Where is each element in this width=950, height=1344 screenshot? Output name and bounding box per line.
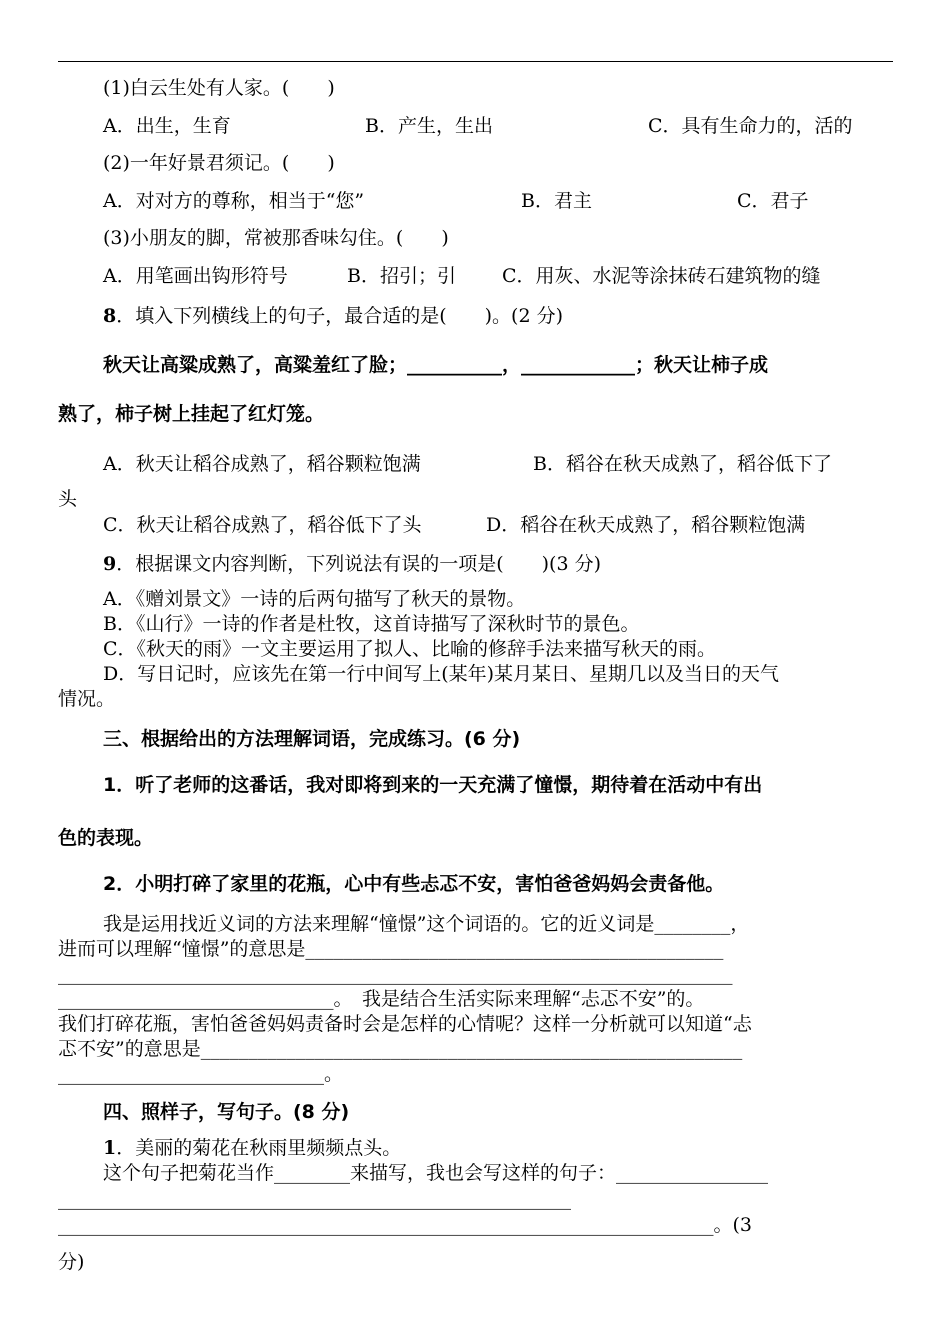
q7-sub2-option-c: C．君子 <box>737 190 809 212</box>
section-4-title: 四、照样子，写句子。(8 分) <box>103 1101 350 1123</box>
q9-stem-text: ．根据课文内容判断，下列说法有误的一项是( )(3 分) <box>116 553 602 575</box>
sec4-item1-number: 1 <box>103 1137 117 1159</box>
sec3-answer-line5: 我们打碎花瓶，害怕爸爸妈妈责备时会是怎样的心情呢？这样一分析就可以知道“忐 <box>58 1013 752 1035</box>
q9-option-a: A．《赠刘景文》一诗的后两句描写了秋天的景物。 <box>103 588 526 610</box>
q9-option-b: B．《山行》一诗的作者是杜牧，这首诗描写了深秋时节的景色。 <box>103 613 640 635</box>
sec3-item2 <box>103 872 724 896</box>
q7-sub2-option-a: A．对对方的尊称，相当于“您” <box>103 190 365 212</box>
sec3-answer-line6: 忑不安”的意思是_________________________________________________________ <box>58 1038 743 1060</box>
q8-passage-line1: 秋天让高粱成熟了，高粱羞红了脸；__________，____________；秋天让柿子成 <box>103 354 769 376</box>
q8-option-b-continued: 头 <box>58 488 78 510</box>
sec3-answer-line1: 我是运用找近义词的方法来理解“憧憬”这个词语的。它的近义词是________， <box>103 913 750 935</box>
sec4-score-continued: 分) <box>58 1251 85 1273</box>
sec3-item2-number: 2 <box>103 873 117 895</box>
sec3-answer-line7: ____________________________。 <box>58 1063 344 1085</box>
q7-sub1-option-b: B．产生，生出 <box>365 115 493 137</box>
q7-sub3-option-b: B．招引；引 <box>347 265 456 287</box>
q8-option-c: C．秋天让稻谷成熟了，稻谷低下了头 <box>103 514 422 536</box>
sec3-answer-line4: _____________________________。 我是结合生活实际来理解“忐忑不安”的。 <box>58 988 705 1010</box>
sec4-answer-line2: ______________________________________________________ <box>58 1188 571 1210</box>
q8-number: 8 <box>103 305 117 327</box>
sec3-item1-line1 <box>103 773 762 797</box>
q7-sub3-question: (3)小朋友的脚，常被那香味勾住。( ) <box>103 227 449 249</box>
q8-option-d: D．稻谷在秋天成熟了，稻谷颗粒饱满 <box>486 514 806 536</box>
q7-sub2-option-b: B．君主 <box>521 190 592 212</box>
sec4-item1-text: ．美丽的菊花在秋雨里频频点头。 <box>116 1137 402 1159</box>
q7-sub2-question: (2)一年好景君须记。( ) <box>103 152 335 174</box>
q7-sub1-option-c: C．具有生命力的，活的 <box>648 115 853 137</box>
section-3-title: 三、根据给出的方法理解词语，完成练习。(6 分) <box>103 728 521 750</box>
header-rule <box>58 61 893 62</box>
sec3-answer-line2: 进而可以理解“憧憬”的意思是____________________________________________ <box>58 938 724 960</box>
q7-sub3-option-c: C．用灰、水泥等涂抹砖石建筑物的缝 <box>502 265 821 287</box>
q7-sub1-option-a: A．出生，生育 <box>103 115 231 137</box>
sec3-item2-text: ．小明打碎了家里的花瓶，心中有些忐忑不安，害怕爸爸妈妈会责备他。 <box>116 873 725 895</box>
q8-passage-line2: 熟了，柿子树上挂起了红灯笼。 <box>58 403 325 425</box>
q8-option-b: B．稻谷在秋天成熟了，稻谷低下了 <box>533 453 832 475</box>
sec3-answer-line3: _______________________________________________________________________ <box>58 963 733 985</box>
q7-sub3-option-a: A．用笔画出钩形符号 <box>103 265 288 287</box>
sec3-item1-line2: 色的表现。 <box>58 827 154 849</box>
sec3-item1-text: ．听了老师的这番话，我对即将到来的一天充满了憧憬，期待着在活动中有出 <box>116 774 763 796</box>
q8-stem-text: ．填入下列横线上的句子，最合适的是( )。(2 分) <box>116 305 564 327</box>
sec4-item1 <box>103 1136 401 1160</box>
q9-stem <box>103 552 601 576</box>
sec4-answer-line1: 这个句子把菊花当作________来描写，我也会写这样的句子：________________ <box>103 1162 769 1184</box>
q9-option-d-continued: 情况。 <box>58 688 116 710</box>
sec3-item1-number: 1 <box>103 774 117 796</box>
q9-option-c: C．《秋天的雨》一文主要运用了拟人、比喻的修辞手法来描写秋天的雨。 <box>103 638 717 660</box>
q7-sub1-question: (1)白云生处有人家。( ) <box>103 77 335 99</box>
q9-option-d: D．写日记时，应该先在第一行中间写上(某年)某月某日、星期几以及当日的天气 <box>103 663 780 685</box>
q8-stem <box>103 304 563 328</box>
q9-number: 9 <box>103 553 117 575</box>
sec4-answer-line3: _____________________________________________________________________。(3 <box>58 1214 753 1236</box>
q8-option-a: A．秋天让稻谷成熟了，稻谷颗粒饱满 <box>103 453 421 475</box>
